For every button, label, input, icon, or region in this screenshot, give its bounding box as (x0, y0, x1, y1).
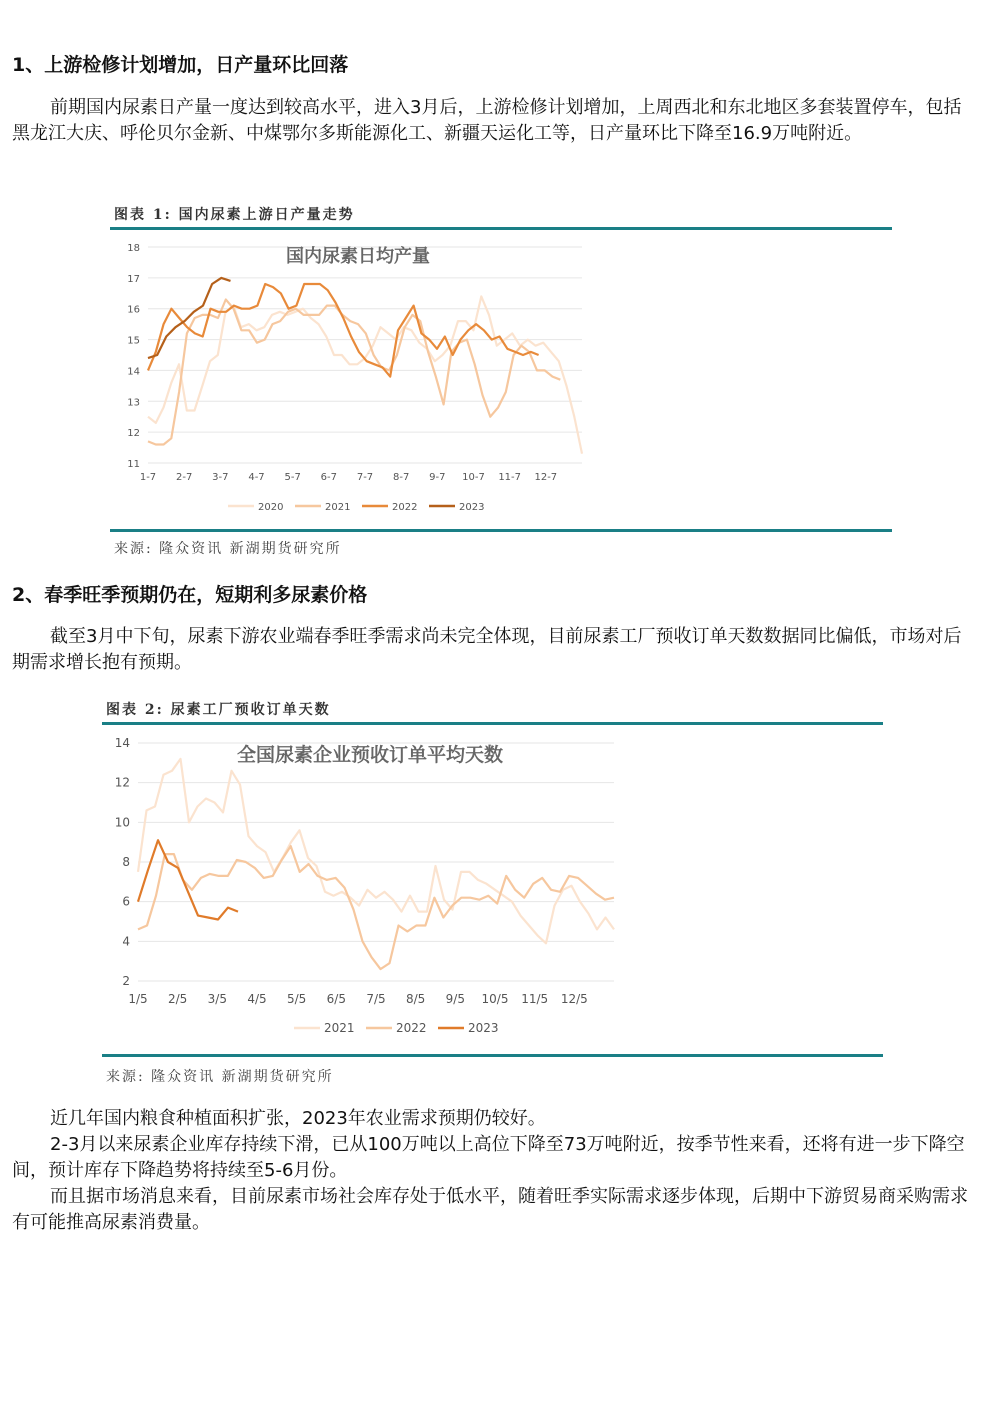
figure2-top-rule (102, 722, 883, 725)
chart1-xtick-label: 5-7 (284, 472, 301, 483)
chart2-xtick-label: 8/5 (406, 992, 426, 1006)
chart2-xtick-label: 11/5 (521, 992, 549, 1006)
chart2-legend-label-2021: 2021 (324, 1021, 355, 1035)
closing-paragraph-2: 2-3月以来尿素企业库存持续下滑，已从100万吨以上高位下降至73万吨附近，按季节性来看，还将有进一步下降空间，预计库存下降趋势将持续至5-6月份。 (12, 1134, 965, 1181)
section2-paragraph: 截至3月中下旬，尿素下游农业端春季旺季需求尚未完全体现，目前尿素工厂预收订单天数数据同比偏低，市场对后期需求增长抱有预期。 (12, 626, 962, 673)
chart2-xtick-label: 6/5 (326, 992, 346, 1006)
chart2-xtick-label: 9/5 (445, 992, 465, 1006)
chart1-xtick-label: 9-7 (429, 472, 446, 483)
chart1-legend-label-2021: 2021 (325, 502, 351, 513)
figure1-source: 来源: 隆众资讯 新湖期货研究所 (114, 541, 342, 557)
chart2-legend-label-2022: 2022 (396, 1021, 427, 1035)
chart2-ytick-label: 4 (122, 934, 130, 949)
chart2-xtick-label: 12/5 (560, 992, 588, 1006)
section1-heading: 1、上游检修计划增加，日产量环比回落 (12, 54, 349, 76)
closing-paragraph-1: 近几年国内粮食种植面积扩张，2023年农业需求预期仍较好。 (50, 1108, 546, 1129)
chart1-legend-label-2020: 2020 (258, 502, 284, 513)
chart2-ytick-label: 10 (114, 815, 130, 830)
figure1-bottom-rule (110, 529, 892, 532)
section1-paragraph: 前期国内尿素日产量一度达到较高水平，进入3月后，上游检修计划增加，上周西北和东北地区多套装置停车，包括黑龙江大庆、呼伦贝尔金新、中煤鄂尔多斯能源化工、新疆天运化工等，日产量环比下降至16.9万吨附近。 (12, 97, 962, 144)
chart2-series-2021 (138, 759, 614, 943)
chart2-xtick-label: 10/5 (481, 992, 509, 1006)
figure1-label: 图表 1: 国内尿素上游日产量走势 (114, 207, 355, 223)
chart1-title: 国内尿素日均产量 (286, 246, 430, 267)
chart2-ytick-label: 8 (122, 855, 130, 869)
chart2-xtick-label: 2/5 (168, 992, 188, 1006)
figure2-bottom-rule (102, 1054, 883, 1057)
chart1-legend-label-2023: 2023 (459, 502, 485, 513)
chart1-series-2021 (148, 300, 560, 445)
chart1-xtick-label: 12-7 (534, 472, 558, 483)
chart2-legend-label-2023: 2023 (468, 1021, 499, 1035)
figure2-label: 图表 2: 尿素工厂预收订单天数 (106, 702, 331, 718)
chart1-xtick-label: 6-7 (320, 472, 338, 483)
chart1-xtick-label: 10-7 (462, 472, 485, 483)
chart1-ytick-label: 11 (127, 459, 140, 470)
figure2-source: 来源: 隆众资讯 新湖期货研究所 (106, 1069, 334, 1085)
chart1-ytick-label: 18 (127, 243, 140, 254)
chart2-ytick-label: 6 (122, 894, 130, 909)
chart1-ytick-label: 13 (127, 397, 140, 409)
closing-paragraph-3: 而且据市场消息来看，目前尿素市场社会库存处于低水平，随着旺季实际需求逐步体现，后期中下游贸易商采购需求有可能推高尿素消费量。 (12, 1186, 968, 1233)
chart1-xtick-label: 8-7 (392, 472, 410, 483)
chart1-xtick-label: 11-7 (498, 472, 522, 483)
chart2-xtick-label: 3/5 (207, 992, 227, 1006)
chart2-ytick-label: 2 (122, 974, 130, 988)
chart2-xtick-label: 1/5 (128, 992, 148, 1006)
chart2 (102, 728, 622, 1044)
chart2-xtick-label: 5/5 (287, 992, 307, 1006)
chart1-ytick-label: 16 (127, 304, 140, 316)
chart1-series-2020 (148, 296, 582, 453)
chart1-ytick-label: 15 (127, 335, 140, 347)
chart2-ytick-label: 14 (114, 736, 130, 750)
chart1-ytick-label: 17 (127, 273, 140, 285)
chart1-xtick-label: 2-7 (175, 472, 193, 483)
figure1-top-rule (110, 227, 892, 230)
chart2-xtick-label: 4/5 (247, 992, 267, 1006)
section2-heading: 2、春季旺季预期仍在，短期利多尿素价格 (12, 584, 368, 606)
chart1-xtick-label: 1-7 (139, 472, 157, 483)
chart1-xtick-label: 7-7 (356, 472, 374, 483)
chart2-title: 全国尿素企业预收订单平均天数 (236, 744, 504, 766)
chart1 (110, 232, 590, 522)
chart1-xtick-label: 3-7 (212, 472, 229, 483)
chart1-legend-label-2022: 2022 (392, 502, 418, 513)
chart2-xtick-label: 7/5 (366, 992, 386, 1006)
chart1-ytick-label: 12 (127, 428, 140, 440)
chart2-series-2022 (138, 846, 614, 969)
chart1-xtick-label: 4-7 (248, 472, 265, 483)
chart1-ytick-label: 14 (127, 366, 140, 378)
chart2-ytick-label: 12 (114, 775, 130, 790)
